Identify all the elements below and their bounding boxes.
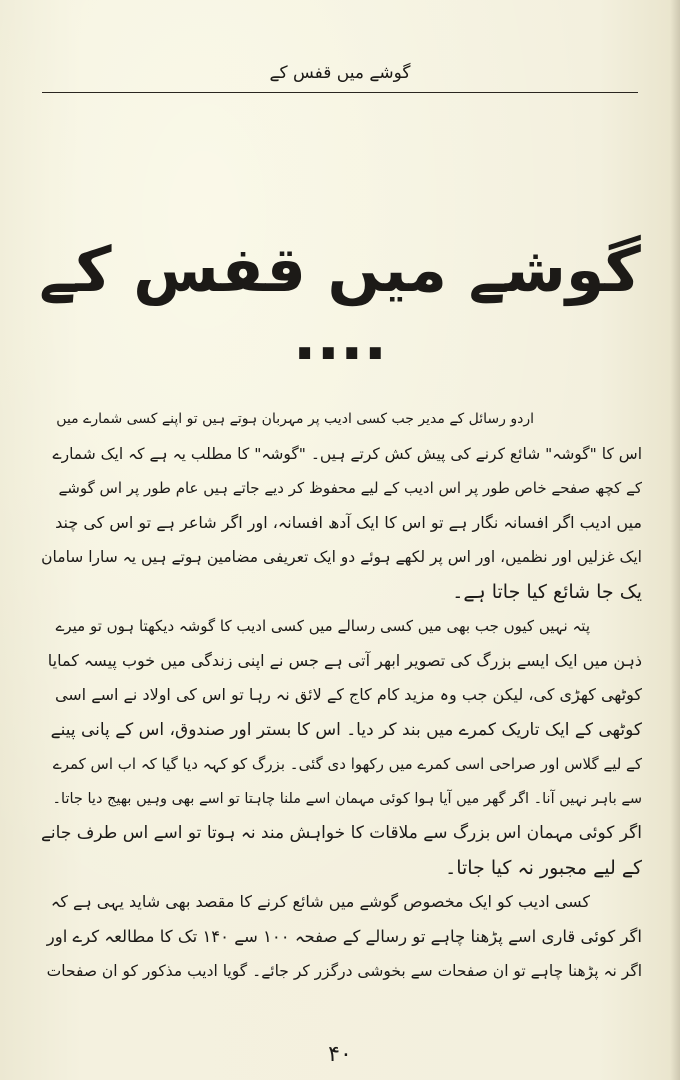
text-line: سے باہر نہیں آنا۔ اگر گھر میں آیا ہوا کوئی مہمان اسے ملنا چاہتا تو اسے بھی وہیں بھیج دیا جاتا۔: [52, 790, 642, 807]
text-line: میں ادیب اگر افسانہ نگار ہے تو اس کا ایک آدھ افسانہ، اور اگر شاعر ہے تو اس کی چند: [55, 512, 642, 532]
text-line: کے لیے گلاس اور صراحی اسی کمرے میں رکھوا دی گئی۔ بزرگ کو کہہ دیا گیا کہ اب اس کمرے: [52, 755, 642, 773]
text-line: کوٹھی کے ایک تاریک کمرے میں بند کر دیا۔ اس کا بستر اور صندوق، اس کے پانی پینے: [50, 719, 642, 740]
running-head: گوشے میں قفس کے: [269, 63, 411, 83]
body-text: [40, 402, 642, 989]
text-line: کے لیے مجبور نہ کیا جاتا۔: [445, 856, 642, 879]
text-line: اگر نہ پڑھنا چاہے تو ان صفحات سے بخوشی درگزر کر جائے۔ گویا ادیب مذکور کو ان صفحات: [46, 962, 642, 980]
text-line: کے کچھ صفحے خاص طور پر اس ادیب کے لیے محفوظ کر دیے جاتے ہیں عام طور پر اس گوشے: [58, 479, 642, 497]
text-line: اگر کوئی مہمان اس بزرگ سے ملاقات کا خواہش مند نہ ہوتا تو اسے اس طرف جانے: [40, 823, 642, 843]
text-line: پتہ نہیں کیوں جب بھی میں کسی رسالے میں کسی ادیب کا گوشہ دیکھتا ہوں تو میرے: [55, 617, 590, 635]
text-line: کوٹھی کھڑی کی، لیکن جب وہ مزید کام کاج کے لائق نہ رہا تو اس کی اولاد نے اسے اسی: [54, 685, 642, 704]
page-number: ۴۰: [328, 1042, 352, 1067]
header-rule: [42, 92, 638, 93]
chapter-title: گوشے میں قفس کے ....: [39, 233, 641, 375]
text-line: اردو رسائل کے مدیر جب کسی ادیب پر مہربان ہوتے ہیں تو اپنے کسی شمارے میں: [56, 411, 534, 427]
text-line: ایک غزلیں اور نظمیں، اور اس پر لکھے ہوئے دو ایک تعریفی مضامین ہوتے ہیں یہ سارا سامان: [41, 548, 642, 566]
text-line: اس کا "گوشہ" شائع کرنے کی پیش کش کرتے ہیں۔ "گوشہ" کا مطلب یہ ہے کہ ایک شمارے: [52, 444, 642, 463]
text-line: یک جا شائع کیا جاتا ہے۔: [452, 580, 642, 603]
text-line: کسی ادیب کو ایک مخصوص گوشے میں شائع کرنے کا مقصد بھی شاید یہی ہے کہ: [50, 892, 590, 911]
spine-shadow: [670, 0, 680, 1080]
text-line: اگر کوئی قاری اسے پڑھنا چاہے تو رسالے کے صفحہ ۱۰۰ سے ۱۴۰ تک کا مطالعہ کرے اور: [46, 926, 642, 946]
text-line: ذہن میں ایک ایسے بزرگ کی تصویر ابھر آتی ہے جس نے اپنی زندگی میں خوب پیسہ کمایا: [47, 650, 642, 670]
